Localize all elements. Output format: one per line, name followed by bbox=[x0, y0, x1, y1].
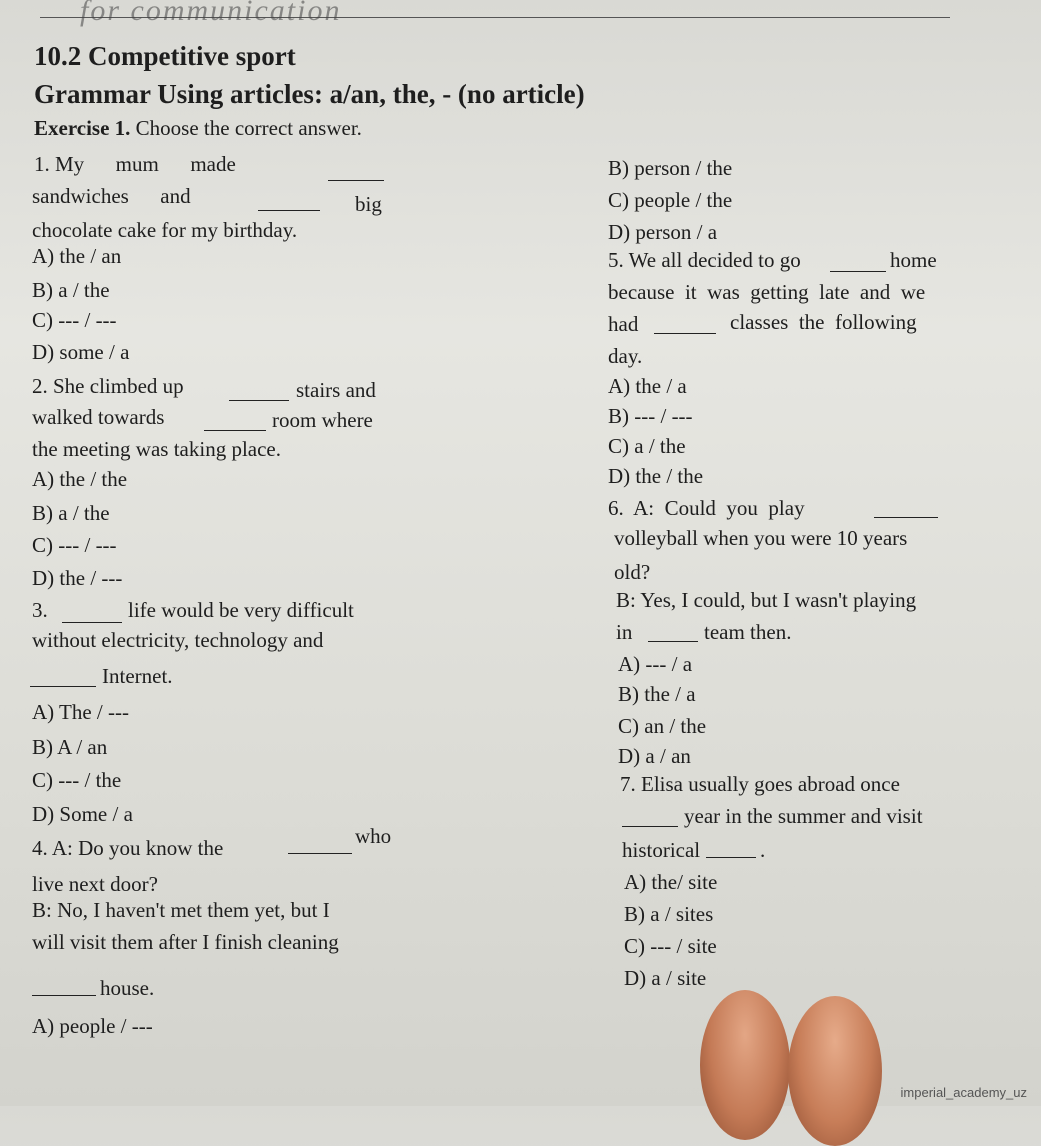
q5-blank1 bbox=[830, 271, 886, 272]
q7-option-d[interactable]: D) a / site bbox=[624, 966, 707, 990]
q5-line3: had bbox=[608, 312, 639, 336]
q4-line1: 4. A: Do you know the bbox=[32, 836, 224, 860]
q5-option-c[interactable]: C) a / the bbox=[608, 434, 686, 458]
q1-option-c[interactable]: C) --- / --- bbox=[32, 308, 117, 332]
q7-line3-end: . bbox=[760, 838, 766, 862]
q1-line2: sandwiches and bbox=[32, 184, 191, 208]
q3-option-d[interactable]: D) Some / a bbox=[32, 802, 133, 826]
q2-option-d[interactable]: D) the / --- bbox=[32, 566, 123, 590]
q1-line2-end: big bbox=[355, 192, 382, 216]
q1-line1: 1. My mum made bbox=[34, 152, 236, 176]
finger-right bbox=[788, 996, 882, 1146]
q6-blank2 bbox=[648, 641, 698, 642]
q3-option-b[interactable]: B) A / an bbox=[32, 735, 108, 759]
q5-line3-end: classes the following bbox=[730, 310, 917, 334]
q6-line3: old? bbox=[614, 560, 651, 584]
q3-line2: without electricity, technology and bbox=[32, 628, 324, 652]
q6-option-b[interactable]: B) the / a bbox=[618, 682, 696, 706]
q2-line2: walked towards bbox=[32, 405, 165, 429]
q4-option-b[interactable]: B) person / the bbox=[608, 156, 733, 180]
exercise-heading bbox=[34, 116, 362, 140]
q6-line2: volleyball when you were 10 years bbox=[614, 526, 908, 550]
q4-option-d[interactable]: D) person / a bbox=[608, 220, 718, 244]
exercise-label: Exercise 1. bbox=[34, 116, 131, 140]
q4-blank1 bbox=[288, 853, 352, 854]
q1-blank2 bbox=[258, 210, 320, 211]
q6-line5: in bbox=[616, 620, 633, 644]
q4-line1-end: who bbox=[355, 824, 392, 848]
q6-option-c[interactable]: C) an / the bbox=[618, 714, 707, 738]
q5-line4: day. bbox=[608, 344, 643, 368]
q2-option-a[interactable]: A) the / the bbox=[32, 467, 128, 491]
q2-line3: the meeting was taking place. bbox=[32, 437, 281, 461]
q1-option-d[interactable]: D) some / a bbox=[32, 340, 130, 364]
q5-blank2 bbox=[654, 333, 716, 334]
q6-line4: B: Yes, I could, but I wasn't playing bbox=[616, 588, 917, 612]
q3-option-c[interactable]: C) --- / the bbox=[32, 768, 122, 792]
q3-option-a[interactable]: A) The / --- bbox=[32, 700, 129, 724]
q6-option-d[interactable]: D) a / an bbox=[618, 744, 691, 768]
q2-line1: 2. She climbed up bbox=[32, 374, 184, 398]
q2-option-b[interactable]: B) a / the bbox=[32, 501, 110, 525]
unit-title: 10.2 Competitive sport bbox=[34, 41, 296, 71]
q1-option-a[interactable]: A) the / an bbox=[32, 244, 122, 268]
q4-line5-end: house. bbox=[100, 976, 155, 1000]
q2-line1-end: stairs and bbox=[296, 378, 376, 402]
q4-line2: live next door? bbox=[32, 872, 158, 896]
q2-blank1 bbox=[229, 400, 289, 401]
q7-option-a[interactable]: A) the/ site bbox=[624, 870, 718, 894]
exercise-instruction: Choose the correct answer. bbox=[135, 116, 362, 140]
q7-blank1 bbox=[622, 826, 678, 827]
q7-line1: 7. Elisa usually goes abroad once bbox=[620, 772, 900, 796]
q3-blank2 bbox=[30, 686, 96, 687]
q6-blank1 bbox=[874, 517, 938, 518]
q5-line2: because it was getting late and we bbox=[608, 280, 926, 304]
top-fragment: for communication bbox=[80, 0, 342, 27]
q2-blank2 bbox=[204, 430, 266, 431]
q3-line3-end: Internet. bbox=[102, 664, 173, 688]
grammar-title: Grammar Using articles: a/an, the, - (no article) bbox=[34, 79, 585, 109]
q4-option-c[interactable]: C) people / the bbox=[608, 188, 733, 212]
q7-line2-end: year in the summer and visit bbox=[684, 804, 923, 828]
q7-option-c[interactable]: C) --- / site bbox=[624, 934, 717, 958]
q7-option-b[interactable]: B) a / sites bbox=[624, 902, 714, 926]
q1-line3: chocolate cake for my birthday. bbox=[32, 218, 298, 242]
q6-line1: 6. A: Could you play bbox=[608, 496, 805, 520]
q1-option-b[interactable]: B) a / the bbox=[32, 278, 110, 302]
q4-blank2 bbox=[32, 995, 96, 996]
q5-line1-end: home bbox=[890, 248, 937, 272]
q1-blank1 bbox=[328, 180, 384, 181]
q2-option-c[interactable]: C) --- / --- bbox=[32, 533, 117, 557]
q2-line2-end: room where bbox=[272, 408, 373, 432]
q3-blank1 bbox=[62, 622, 122, 623]
q6-line5-end: team then. bbox=[704, 620, 792, 644]
q6-option-a[interactable]: A) --- / a bbox=[618, 652, 693, 676]
q4-option-a[interactable]: A) people / --- bbox=[32, 1014, 153, 1038]
q3-line1: 3. bbox=[32, 598, 48, 622]
q7-blank2 bbox=[706, 857, 756, 858]
q5-option-d[interactable]: D) the / the bbox=[608, 464, 704, 488]
q5-option-b[interactable]: B) --- / --- bbox=[608, 404, 693, 428]
q7-line3: historical bbox=[622, 838, 701, 862]
q5-line1: 5. We all decided to go bbox=[608, 248, 801, 272]
finger-left bbox=[700, 990, 790, 1140]
q3-line1-end: life would be very difficult bbox=[128, 598, 354, 622]
watermark: imperial_academy_uz bbox=[900, 1085, 1027, 1100]
q4-line4: will visit them after I finish cleaning bbox=[32, 930, 339, 954]
q5-option-a[interactable]: A) the / a bbox=[608, 374, 687, 398]
q4-line3: B: No, I haven't met them yet, but I bbox=[32, 898, 330, 922]
